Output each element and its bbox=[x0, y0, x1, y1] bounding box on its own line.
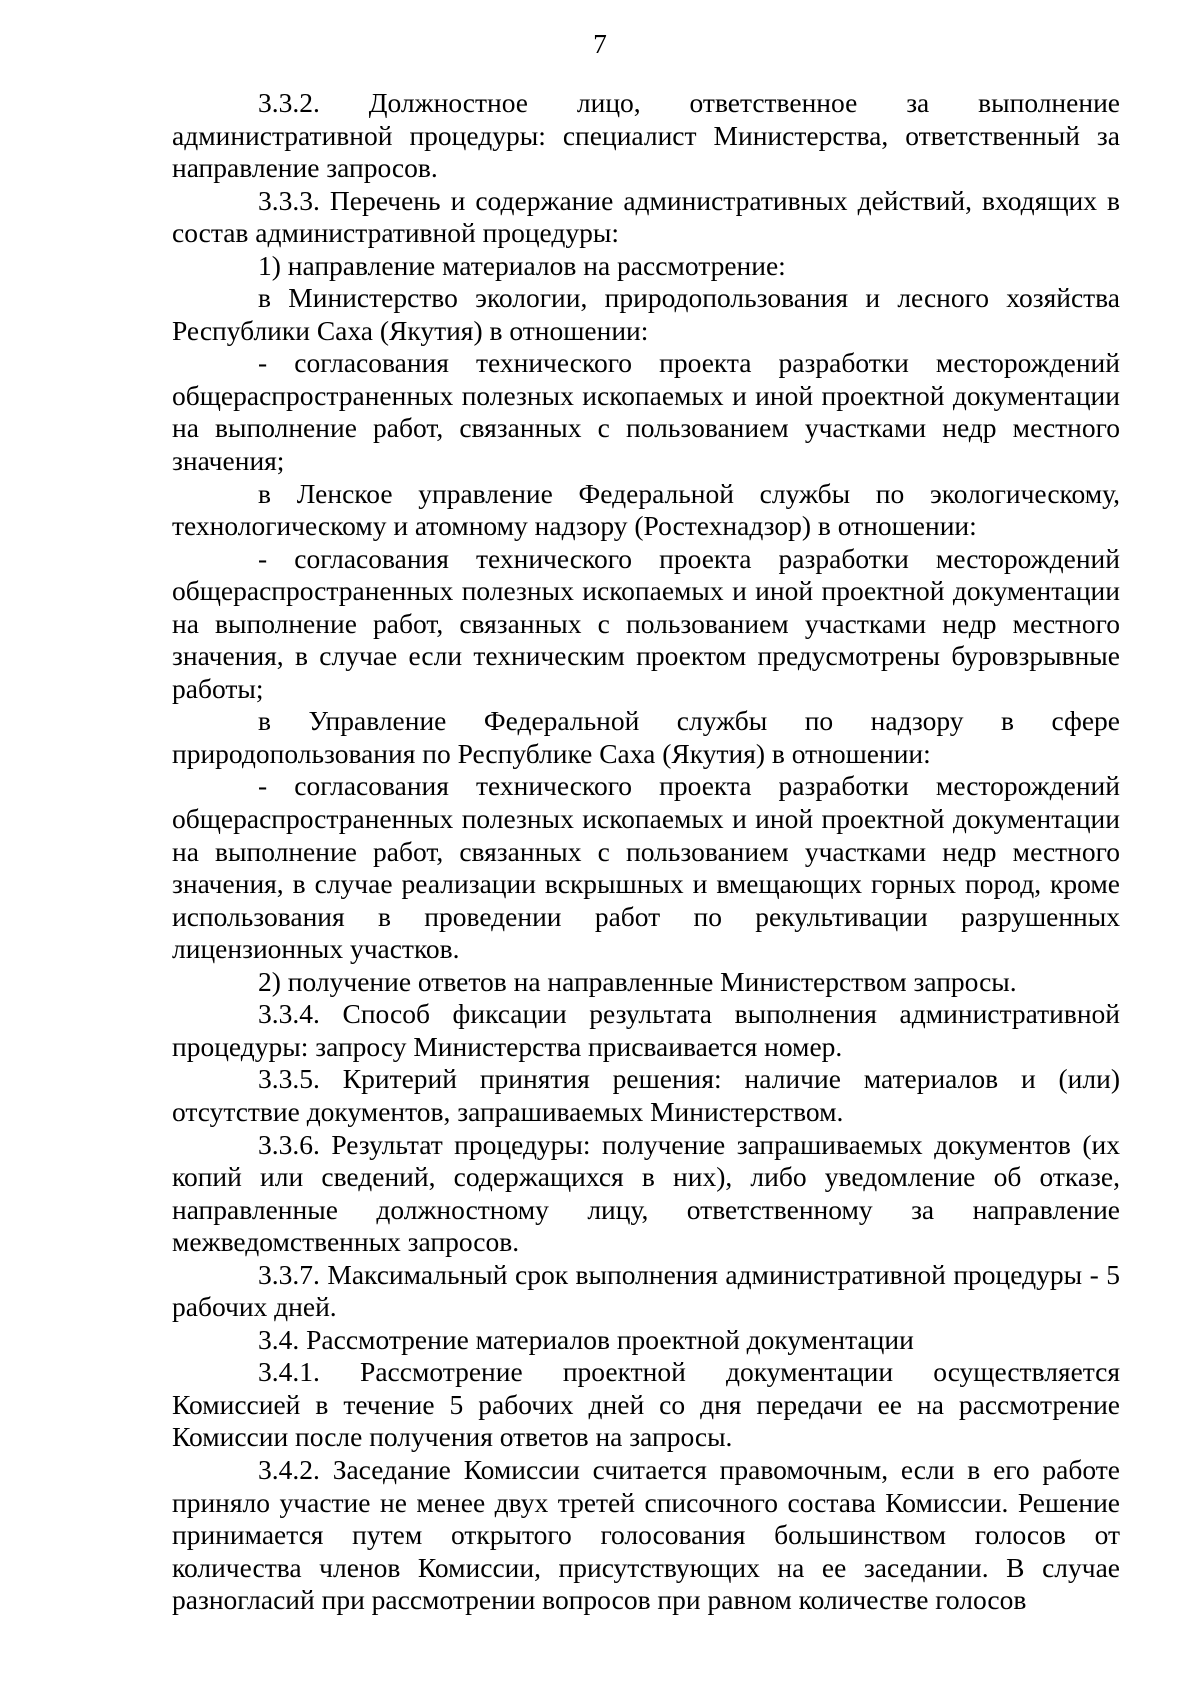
paragraph-3-3-3: 3.3.3. Перечень и содержание административных действий, входящих в состав административной процедуры: bbox=[172, 184, 1120, 249]
list-item-1: 1) направление материалов на рассмотрение: bbox=[258, 249, 786, 281]
paragraph-3-3-4: 3.3.4. Способ фиксации результата выполнения административной процедуры: запросу Министерства присваивается номер. bbox=[172, 998, 1120, 1062]
paragraph-3-4-2: 3.4.2. Заседание Комиссии считается правомочным, если в его работе приняло участие не менее двух третей списочного состава Комиссии. Решение принимается путем открытого голосования большинством голосов от количества членов Комиссии, присутствующих на ее заседании. В случае разногласий при рассмотрении вопросов при равном количестве голосов bbox=[172, 1453, 1120, 1616]
page-number: 7 bbox=[593, 28, 607, 59]
paragraph-approval-2: - согласования технического проекта разработки месторождений общераспространенных полезных ископаемых и иной проектной документации на выполнение работ, связанных с пользованием участками недр местного значения, в случае если техническим проектом предусмотрены буровзрывные работы; bbox=[172, 542, 1120, 704]
paragraph-ministry-ecology: в Министерство экологии, природопользования и лесного хозяйства Республики Саха (Якутия) в отношении: bbox=[172, 282, 1120, 346]
paragraph-rosprirodnadzor: в Управление Федеральной службы по надзору в сфере природопользования по Республике Саха (Якутия) в отношении: bbox=[172, 705, 1120, 769]
paragraph-lenskoe-rostekhnadzor: в Ленское управление Федеральной службы по экологическому, технологическому и атомному надзору (Ростехнадзор) в отношении: bbox=[172, 477, 1120, 542]
section-heading-3-4: 3.4. Рассмотрение материалов проектной документации bbox=[258, 1323, 914, 1355]
list-item-2: 2) получение ответов на направленные Министерством запросы. bbox=[258, 965, 1017, 997]
document-body bbox=[172, 87, 1120, 1617]
paragraph-3-4-1: 3.4.1. Рассмотрение проектной документации осуществляется Комиссией в течение 5 рабочих дней со дня передачи ее на рассмотрение Комиссии после получения ответов на запросы. bbox=[172, 1356, 1120, 1453]
paragraph-3-3-5: 3.3.5. Критерий принятия решения: наличие материалов и (или) отсутствие документов, запрашиваемых Министерством. bbox=[172, 1063, 1120, 1127]
paragraph-3-3-7: 3.3.7. Максимальный срок выполнения административной процедуры - 5 рабочих дней. bbox=[172, 1258, 1120, 1323]
paragraph-approval-3: - согласования технического проекта разработки месторождений общераспространенных полезных ископаемых и иной проектной документации на выполнение работ, связанных с пользованием участками недр местного значения, в случае реализации вскрышных и вмещающих горных пород, кроме использования в проведении работ по рекультивации разрушенных лицензионных участков. bbox=[172, 770, 1120, 965]
paragraph-3-3-2: 3.3.2. Должностное лицо, ответственное за выполнение административной процедуры: специалист Министерства, ответственный за направление запросов. bbox=[172, 87, 1120, 184]
paragraph-3-3-6: 3.3.6. Результат процедуры: получение запрашиваемых документов (их копий или сведений, содержащихся в них), либо уведомление об отказе, направленные должностному лицу, ответственному за направление межведомственных запросов. bbox=[172, 1128, 1120, 1258]
paragraph-approval-1: - согласования технического проекта разработки месторождений общераспространенных полезных ископаемых и иной проектной документации на выполнение работ, связанных с пользованием участками недр местного значения; bbox=[172, 347, 1120, 477]
